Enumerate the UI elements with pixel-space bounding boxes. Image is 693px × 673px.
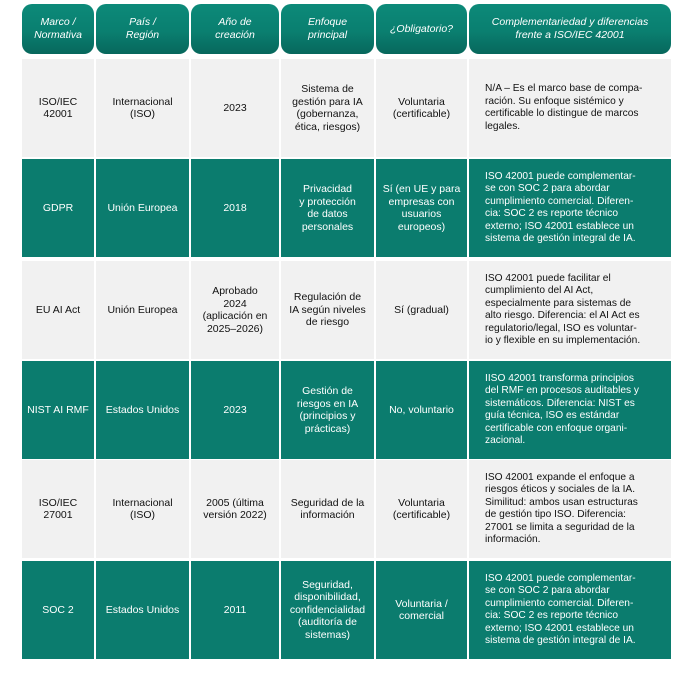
cell-year: 2023	[191, 59, 279, 157]
header-complementarity: Complementariedad y diferencias frente a ISO/IEC 42001	[469, 4, 671, 54]
cell-focus: Gestión de riesgos en IA (principios y prácticas)	[281, 361, 374, 459]
header-year: Año de creación	[191, 4, 279, 54]
cell-complementarity: ISO 42001 puede complementar- se con SOC 2 para abordar cumplimiento comercial. Diferen- cia: SOC 2 es reporte técnico externo; ISO 42001 establece un sistema de gestión integral de IA.	[469, 561, 671, 659]
header-mandatory: ¿Obligatorio?	[376, 4, 467, 54]
cell-region: Unión Europea	[96, 159, 189, 257]
cell-region: Internacional (ISO)	[96, 460, 189, 558]
cell-region: Estados Unidos	[96, 561, 189, 659]
header-focus: Enfoque principal	[281, 4, 374, 54]
cell-framework: EU AI Act	[22, 261, 94, 359]
cell-focus: Seguridad de la información	[281, 460, 374, 558]
cell-focus: Regulación de IA según niveles de riesgo	[281, 261, 374, 359]
cell-complementarity: ISO 42001 expande el enfoque a riesgos éticos y sociales de la IA. Similitud: ambos usan estructuras de gestión tipo ISO. Diferencia: 27001 se limita a seguridad de la información.	[469, 460, 671, 558]
cell-framework: SOC 2	[22, 561, 94, 659]
cell-region: Internacional (ISO)	[96, 59, 189, 157]
cell-mandatory: Voluntaria / comercial	[376, 561, 467, 659]
cell-complementarity: ISO 42001 puede complementar- se con SOC 2 para abordar cumplimiento comercial. Diferen- cia: SOC 2 es reporte técnico externo; ISO 42001 establece un sistema de gestión integral de IA.	[469, 159, 671, 257]
cell-region: Unión Europea	[96, 261, 189, 359]
cell-complementarity: ISO 42001 puede facilitar el cumplimiento del AI Act, especialmente para sistemas de alto riesgo. Diferencia: el AI Act es regulatorio/legal, ISO es voluntar- io y flexible en su implementación.	[469, 261, 671, 359]
cell-region: Estados Unidos	[96, 361, 189, 459]
cell-mandatory: Voluntaria (certificable)	[376, 460, 467, 558]
cell-focus: Sistema de gestión para IA (gobernanza, ética, riesgos)	[281, 59, 374, 157]
cell-year: 2023	[191, 361, 279, 459]
cell-framework: GDPR	[22, 159, 94, 257]
cell-year: 2011	[191, 561, 279, 659]
cell-mandatory: Sí (gradual)	[376, 261, 467, 359]
cell-mandatory: No, voluntario	[376, 361, 467, 459]
cell-year: 2018	[191, 159, 279, 257]
cell-focus: Seguridad, disponibilidad, confidencialidad (auditoría de sistemas)	[281, 561, 374, 659]
header-region: País / Región	[96, 4, 189, 54]
cell-year: Aprobado 2024 (aplicación en 2025–2026)	[191, 261, 279, 359]
cell-complementarity: N/A – Es el marco base de compa- ración. Su enfoque sistémico y certificable lo distingue de marcos legales.	[469, 59, 671, 157]
cell-framework: NIST AI RMF	[22, 361, 94, 459]
header-framework: Marco / Normativa	[22, 4, 94, 54]
cell-framework: ISO/IEC 42001	[22, 59, 94, 157]
cell-mandatory: Voluntaria (certificable)	[376, 59, 467, 157]
cell-framework: ISO/IEC 27001	[22, 460, 94, 558]
cell-focus: Privacidad y protección de datos personales	[281, 159, 374, 257]
cell-complementarity: IISO 42001 transforma principios del RMF en procesos auditables y sistemáticos. Diferencia: NIST es guía técnica, ISO es estándar certificable con enfoque organi- zacional.	[469, 361, 671, 459]
cell-year: 2005 (última versión 2022)	[191, 460, 279, 558]
cell-mandatory: Sí (en UE y para empresas con usuarios europeos)	[376, 159, 467, 257]
